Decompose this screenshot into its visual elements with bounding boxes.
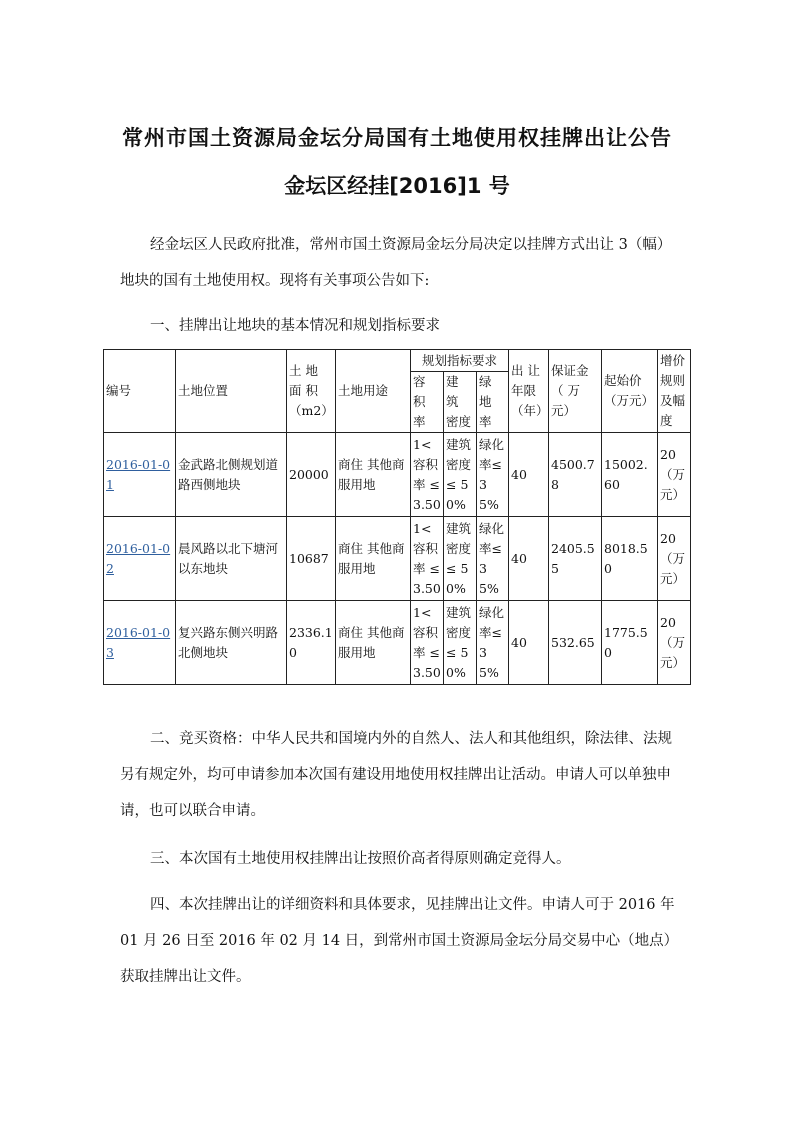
parcel-use: 商住 其他商服用地 xyxy=(336,601,411,685)
parcel-use: 商住 其他商服用地 xyxy=(336,517,411,601)
parcel-code-link[interactable]: 2016-01-01 xyxy=(106,456,171,492)
header-far: 容 积 率 xyxy=(411,372,444,433)
header-location: 土地位置 xyxy=(176,350,287,433)
parcel-green: 绿化率≤ 35% xyxy=(477,433,509,517)
header-start-price: 起始价 （万元） xyxy=(602,350,658,433)
parcel-location: 晨风路以北下塘河以东地块 xyxy=(176,517,287,601)
parcel-density: 建筑密度 ≤ 50% xyxy=(444,601,477,685)
parcel-years: 40 xyxy=(509,433,549,517)
parcel-location: 金武路北侧规划道路西侧地块 xyxy=(176,433,287,517)
parcel-increment: 20 （万元） xyxy=(658,433,691,517)
header-years: 出 让 年限 （年） xyxy=(509,350,549,433)
parcel-years: 40 xyxy=(509,601,549,685)
land-parcel-table xyxy=(103,349,691,685)
header-planning: 规划指标要求 xyxy=(411,350,509,372)
section-2-paragraph: 二、竞买资格：中华人民共和国境内外的自然人、法人和其他组织，除法律、法规另有规定外，均可申请参加本次国有建设用地使用权挂牌出让活动。申请人可以单独申请，也可以联合申请。 xyxy=(120,731,672,819)
section-1-heading: 一、挂牌出让地块的基本情况和规划指标要求 xyxy=(150,318,440,334)
parcel-use: 商住 其他商服用地 xyxy=(336,433,411,517)
parcel-start-price: 8018.50 xyxy=(602,517,658,601)
parcel-deposit: 4500.78 xyxy=(549,433,602,517)
parcel-far: 1<容积率 ≤ 3.50 xyxy=(411,517,444,601)
parcel-density: 建筑密度 ≤ 50% xyxy=(444,433,477,517)
table-header-row xyxy=(104,350,691,372)
section-4-paragraph: 四、本次挂牌出让的详细资料和具体要求，见挂牌出让文件。申请人可于 2016 年 01 月 26 日至 2016 年 02 月 14 日，到常州市国土资源局金坛分局交易中心（地点）获取挂牌出让文件。 xyxy=(120,897,675,985)
parcel-green: 绿化率≤ 35% xyxy=(477,517,509,601)
table-row xyxy=(104,601,691,685)
notice-title: 常州市国土资源局金坛分局国有土地使用权挂牌出让公告 xyxy=(122,126,672,150)
parcel-density: 建筑密度 ≤ 50% xyxy=(444,517,477,601)
parcel-deposit: 532.65 xyxy=(549,601,602,685)
parcel-area: 20000 xyxy=(287,433,336,517)
parcel-area: 2336.10 xyxy=(287,601,336,685)
intro-paragraph: 经金坛区人民政府批准，常州市国土资源局金坛分局决定以挂牌方式出让 3（幅）地块的国有土地使用权。现将有关事项公告如下: xyxy=(120,237,672,289)
header-increment: 增价 规则 及幅 度 xyxy=(658,350,691,433)
parcel-increment: 20 （万元） xyxy=(658,601,691,685)
header-code: 编号 xyxy=(104,350,176,433)
document-number: 金坛区经挂[2016]1 号 xyxy=(284,174,510,198)
table-row xyxy=(104,517,691,601)
parcel-increment: 20 （万元） xyxy=(658,517,691,601)
header-density: 建 筑 密度 xyxy=(444,372,477,433)
section-3-paragraph: 三、本次国有土地使用权挂牌出让按照价高者得原则确定竞得人。 xyxy=(150,851,571,867)
table-row xyxy=(104,433,691,517)
parcel-far: 1<容积率 ≤ 3.50 xyxy=(411,433,444,517)
parcel-far: 1<容积率 ≤ 3.50 xyxy=(411,601,444,685)
header-deposit: 保证金 （ 万 元） xyxy=(549,350,602,433)
header-use: 土地用途 xyxy=(336,350,411,433)
parcel-code-link[interactable]: 2016-01-02 xyxy=(106,540,171,576)
header-area: 土 地 面 积 （m2） xyxy=(287,350,336,433)
header-green: 绿 地 率 xyxy=(477,372,509,433)
parcel-start-price: 1775.50 xyxy=(602,601,658,685)
parcel-deposit: 2405.55 xyxy=(549,517,602,601)
parcel-code-link[interactable]: 2016-01-03 xyxy=(106,624,171,660)
parcel-green: 绿化率≤ 35% xyxy=(477,601,509,685)
parcel-start-price: 15002.60 xyxy=(602,433,658,517)
parcel-location: 复兴路东侧兴明路北侧地块 xyxy=(176,601,287,685)
parcel-years: 40 xyxy=(509,517,549,601)
parcel-area: 10687 xyxy=(287,517,336,601)
